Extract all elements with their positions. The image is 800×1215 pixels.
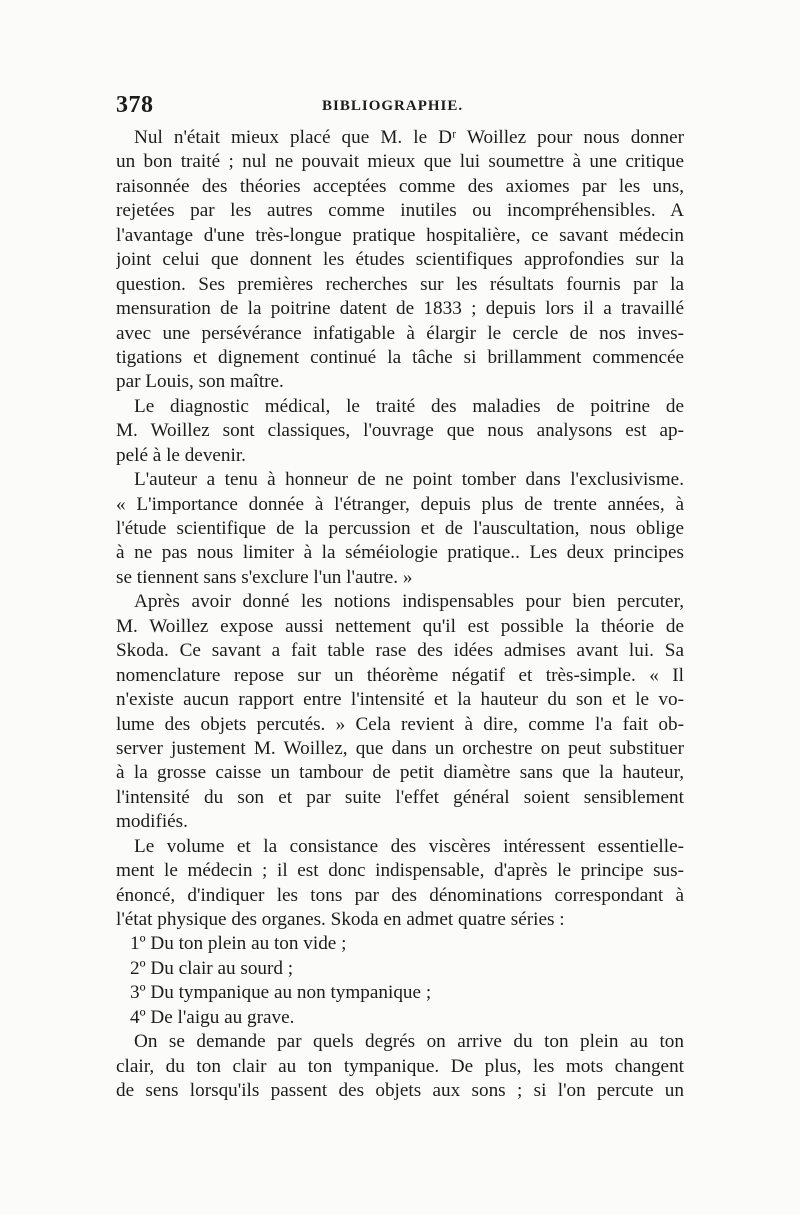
text-line: se tiennent sans s'exclure l'un l'autre. » (116, 566, 413, 588)
text-line: l'avantage d'une très-longue pratique hospitalière, ce savant médecin (116, 224, 684, 246)
text-line: On se demande par quels degrés on arrive du ton plein au ton (134, 1031, 684, 1053)
text-line: par Louis, son maître. (116, 371, 284, 393)
text-line: mensuration de la poitrine datent de 1833 ; depuis lors il a travaillé (116, 298, 684, 320)
page-header (116, 92, 684, 122)
text-line: Après avoir donné les notions indispensables pour bien percuter, (134, 591, 684, 613)
text-line: nomenclature repose sur un théorème négatif et très-simple. « Il (116, 664, 684, 686)
text-line: question. Ses premières recherches sur les résultats fournis par la (116, 273, 684, 295)
text-line: 1º Du ton plein au ton vide ; (130, 933, 347, 955)
text-line: énoncé, d'indiquer les tons par des dénominations correspondant à (116, 884, 684, 906)
text-line: Nul n'était mieux placé que M. le Dʳ Woillez pour nous donner (134, 127, 684, 148)
text-line: avec une persévérance infatigable à élargir le cercle de nos inves- (116, 322, 684, 344)
text-line: 4º De l'aigu au grave. (130, 1006, 295, 1028)
running-head: BIBLIOGRAPHIE. (322, 98, 464, 114)
text-line: rejetées par les autres comme inutiles ou incompréhensibles. A (116, 200, 684, 222)
text-line: clair, du ton clair au ton tympanique. De plus, les mots changent (116, 1055, 684, 1077)
text-line: joint celui que donnent les études scientifiques approfondies sur la (116, 249, 684, 271)
text-line: à la grosse caisse un tambour de petit diamètre sans que la hauteur, (116, 762, 684, 784)
body-text (116, 126, 684, 1104)
text-line: ment le médecin ; il est donc indispensable, d'après le principe sus- (116, 860, 684, 882)
page-number: 378 (116, 92, 154, 118)
text-line: 2º Du clair au sourd ; (130, 957, 294, 979)
text-line: à ne pas nous limiter à la séméiologie pratique.. Les deux principes (116, 542, 684, 564)
text-line: n'existe aucun rapport entre l'intensité et la hauteur du son et le vo- (116, 689, 684, 711)
text-line: M. Woillez expose aussi nettement qu'il est possible la théorie de (116, 615, 684, 637)
text-line: Le volume et la consistance des viscères intéressent essentielle- (134, 835, 684, 857)
text-line: l'état physique des organes. Skoda en admet quatre séries : (116, 909, 565, 930)
text-line: tigations et dignement continué la tâche si brillamment commencée (116, 346, 684, 368)
text-line: l'intensité du son et par suite l'effet général soient sensiblement (116, 786, 684, 808)
text-line: Skoda. Ce savant a fait table rase des idées admises avant lui. Sa (116, 640, 684, 662)
text-line: pelé à le devenir. (116, 444, 246, 466)
text-line: un bon traité ; nul ne pouvait mieux que lui soumettre à une critique (116, 151, 684, 173)
text-line: raisonnée des théories acceptées comme des axiomes par les uns, (116, 175, 684, 197)
text-line: « L'importance donnée à l'étranger, depuis plus de trente années, à (116, 493, 684, 515)
text-line: 3º Du tympanique au non tympanique ; (130, 982, 432, 1004)
text-line: server justement M. Woillez, que dans un orchestre on peut substituer (116, 737, 684, 759)
text-line: de sens lorsqu'ils passent des objets aux sons ; si l'on percute un (116, 1080, 684, 1102)
text-line: Le diagnostic médical, le traité des maladies de poitrine de (134, 395, 684, 417)
text-line: l'étude scientifique de la percussion et de l'auscultation, nous oblige (116, 518, 684, 539)
text-line: L'auteur a tenu à honneur de ne point tomber dans l'exclusivisme. (134, 469, 684, 491)
text-line: modifiés. (116, 811, 188, 833)
text-line: M. Woillez sont classiques, l'ouvrage que nous analysons est ap- (116, 420, 684, 442)
text-line: lume des objets percutés. » Cela revient à dire, comme l'a fait ob- (116, 713, 684, 735)
